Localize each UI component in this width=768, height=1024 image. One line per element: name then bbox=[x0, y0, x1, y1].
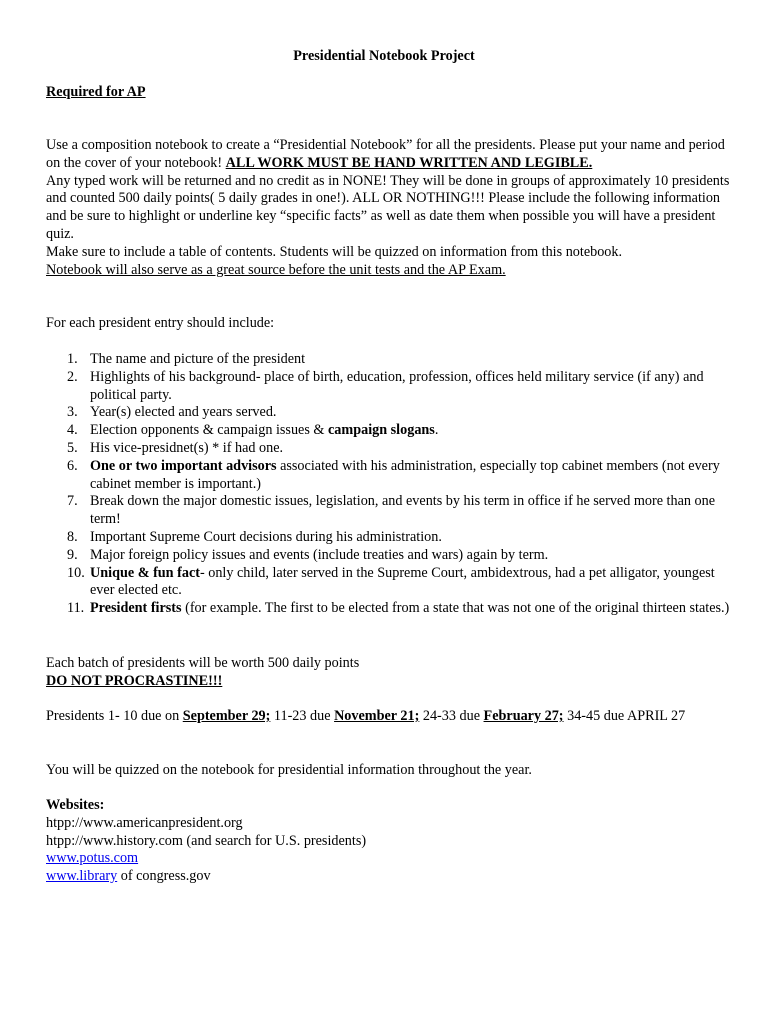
list-heading: For each president entry should include: bbox=[46, 315, 275, 331]
list-item-emphasis: President firsts bbox=[90, 600, 182, 617]
intro-text-1: Use a composition notebook to create a “Presidential Notebook” for all the presidents. Please put your name and period on the cover of your notebook! bbox=[46, 137, 725, 171]
quiz-text: You will be quizzed on the notebook for presidential information throughout the year. bbox=[46, 762, 532, 778]
website-3 bbox=[46, 850, 736, 868]
list-item-emphasis: campaign slogans bbox=[328, 422, 435, 439]
due-text-b: 11-23 due bbox=[270, 708, 335, 724]
list-item-number: 9. bbox=[67, 546, 78, 563]
list-item bbox=[46, 529, 736, 547]
websites-section bbox=[46, 797, 736, 886]
list-item-text: Election opponents & campaign issues & bbox=[90, 422, 328, 439]
document-title: Presidential Notebook Project bbox=[293, 48, 475, 64]
list-item-text: (for example. The first to be elected from a state that was not one of the original thirteen states.) bbox=[181, 600, 730, 617]
list-item bbox=[46, 565, 736, 601]
list-item-text: - only child, later served in the Supreme Court, ambidextrous, had a pet alligator, youngest ever elected etc. bbox=[90, 564, 715, 599]
required-heading bbox=[46, 84, 736, 102]
batch-section bbox=[46, 655, 736, 691]
intro-paragraph-4 bbox=[46, 262, 736, 280]
list-item bbox=[46, 600, 736, 618]
list-item bbox=[46, 547, 736, 565]
list-item-number: 5. bbox=[67, 439, 78, 456]
intro-paragraph-1 bbox=[46, 137, 736, 173]
list-item-text-end: . bbox=[434, 422, 439, 439]
list-item-text: Important Supreme Court decisions during his administration. bbox=[90, 528, 442, 545]
due-text-c: 24-33 due bbox=[419, 708, 484, 724]
website-4-rest: of congress.gov bbox=[117, 868, 211, 885]
list-item bbox=[46, 440, 736, 458]
due-dates bbox=[46, 708, 736, 726]
due-dates-line bbox=[46, 708, 736, 726]
list-item bbox=[46, 404, 736, 422]
list-item-text: Highlights of his background- place of birth, education, profession, offices held military service (if any) and political party. bbox=[90, 368, 704, 403]
list-item-number: 3. bbox=[67, 404, 78, 421]
list-item-text: His vice-presidnet(s) * if had one. bbox=[90, 439, 284, 456]
library-link[interactable]: www.library bbox=[46, 868, 118, 885]
due-date-3: February 27; bbox=[483, 708, 564, 724]
due-text-a: Presidents 1- 10 due on bbox=[46, 708, 183, 724]
list-item-text: Year(s) elected and years served. bbox=[90, 404, 277, 421]
website-4 bbox=[46, 868, 736, 886]
list-item bbox=[46, 422, 736, 440]
procrastinate-warning: DO NOT PROCRASTINE!!! bbox=[46, 672, 223, 689]
intro-section bbox=[46, 137, 736, 279]
website-1: htpp://www.americanpresident.org bbox=[46, 814, 243, 831]
list-item-number: 10. bbox=[67, 564, 85, 581]
list-item-number: 4. bbox=[67, 422, 78, 439]
list-item-number: 11. bbox=[67, 600, 85, 617]
list-item-text: The name and picture of the president bbox=[90, 351, 306, 367]
list-item-text: Break down the major domestic issues, legislation, and events by his term in office if he served more than one term! bbox=[90, 493, 716, 528]
potus-link[interactable]: www.potus.com bbox=[46, 850, 139, 867]
list-item bbox=[46, 458, 736, 494]
list-item-text: associated with his administration, especially top cabinet members (not every cabinet member is important.) bbox=[90, 457, 720, 492]
requirements-list bbox=[46, 351, 736, 618]
list-item-number: 2. bbox=[67, 368, 78, 385]
websites-heading: Websites: bbox=[46, 797, 105, 813]
list-item-number: 1. bbox=[67, 351, 78, 367]
batch-text: Each batch of presidents will be worth 500 daily points bbox=[46, 655, 360, 671]
list-item-number: 6. bbox=[67, 457, 78, 474]
handwritten-requirement: ALL WORK MUST BE HAND WRITTEN AND LEGIBLE. bbox=[225, 154, 593, 171]
intro-paragraph-2: Any typed work will be returned and no credit as in NONE! They will be done in groups of approximately 10 presidents and counted 500 daily points( 5 daily grades in one!). ALL OR NOTHING!!! Please include the following information and be sure to highlight or underline key “specific facts” as well as date them when possible you will have a president quiz. bbox=[46, 172, 730, 242]
due-date-1: September 29; bbox=[182, 708, 271, 724]
list-item-emphasis: One or two important advisors bbox=[90, 457, 277, 474]
list-item bbox=[46, 369, 736, 405]
due-text-d: 34-45 due APRIL 27 bbox=[563, 708, 686, 724]
list-item bbox=[46, 493, 736, 529]
list-item-emphasis: Unique & fun fact bbox=[90, 564, 200, 581]
requirements-list-container bbox=[46, 351, 736, 618]
due-date-2: November 21; bbox=[334, 708, 420, 724]
list-item bbox=[46, 351, 736, 369]
website-2: htpp://www.history.com (and search for U.S. presidents) bbox=[46, 832, 367, 849]
list-item-text: Major foreign policy issues and events (include treaties and wars) again by term. bbox=[90, 546, 549, 563]
exam-source-note: Notebook will also serve as a great source before the unit tests and the AP Exam. bbox=[46, 261, 506, 278]
required-heading-text: Required for AP bbox=[46, 84, 146, 100]
intro-paragraph-3: Make sure to include a table of contents. Students will be quizzed on information from this notebook. bbox=[46, 243, 623, 260]
list-item-number: 8. bbox=[67, 528, 78, 545]
list-item-number: 7. bbox=[67, 493, 78, 510]
